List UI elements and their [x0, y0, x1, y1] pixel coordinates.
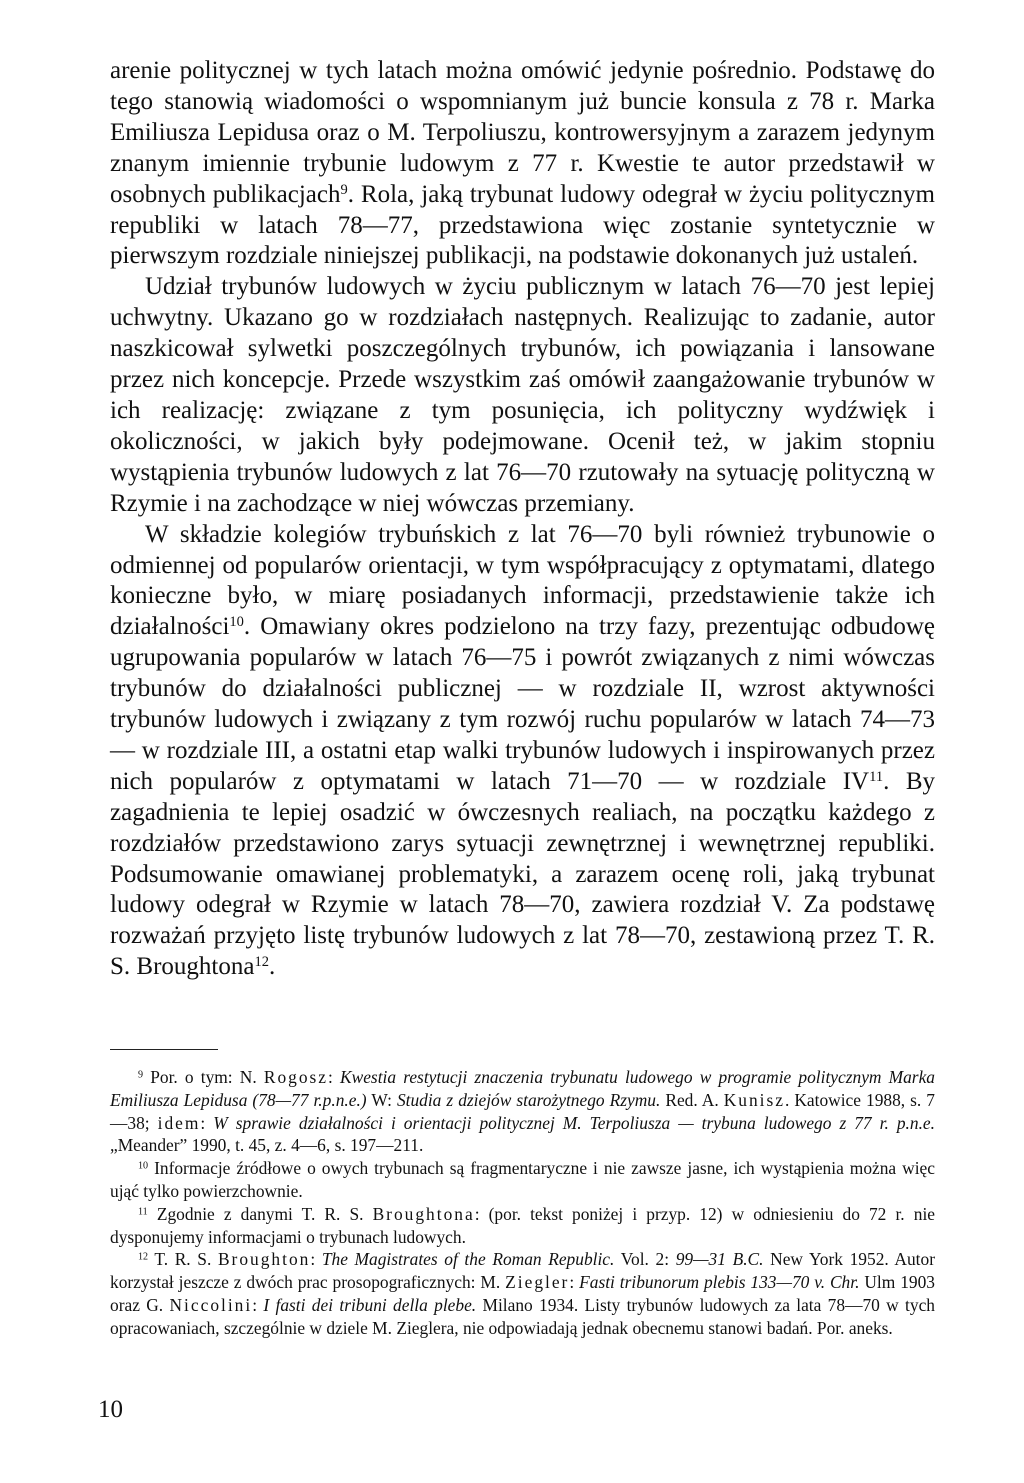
footnote-text: Por. o tym: N.	[143, 1067, 264, 1087]
footnote-text: Red. A.	[660, 1089, 724, 1110]
author-name: idem	[157, 1112, 201, 1133]
footnote-10	[110, 1157, 935, 1203]
paragraph-3-text-d: .	[268, 953, 276, 981]
footnote-ref-9: 9	[340, 181, 348, 198]
footnote-text: : (por. tekst poniżej i przyp. 12) w odniesieniu do 72 r. nie dysponujemy informacjami o trybunach ludowych.	[110, 1203, 935, 1247]
paragraph-3	[110, 520, 935, 984]
footnote-text: :	[252, 1294, 264, 1315]
work-title: 99—31 B.C.	[675, 1249, 764, 1270]
main-text	[110, 56, 935, 983]
author-name: Broughton	[217, 1249, 311, 1270]
footnote-text: Milano 1934. Listy trybunów ludowych za lata 78—70 w tych opracowaniach, szczególnie w dziele M. Zieglera, nie odpowiadają jednak obecnemu stanowi badań. Por. aneks.	[110, 1294, 936, 1338]
footnote-ref-12: 12	[254, 954, 269, 971]
author-name: Broughtona	[372, 1203, 475, 1224]
footnote-text: :	[310, 1249, 322, 1270]
author-name: Kunisz	[723, 1089, 785, 1110]
footnote-text: W:	[366, 1089, 397, 1110]
paragraph-1	[110, 56, 935, 272]
footnote-text: . Katowice 1988, s. 7—38;	[110, 1089, 935, 1133]
footnote-number: 12	[138, 1251, 149, 1263]
paragraph-3-text-c: . By zagadnienia te lepiej osadzić w ówczesnych realiach, na początku każdego z rozdziałów przedstawiono zarys sytuacji zewnętrznej i wewnętrznej republiki. Podsumowanie omawianej problematyki, a zarazem ocenę roli, jaką trybunat ludowy odegrał w Rzymie w latach 78—70, zawiera rozdział V. Za podstawę rozważań przyjęto listę trybunów ludowych z lat 78—70, zestawioną przez T. R. S. Broughtona	[110, 767, 935, 981]
footnote-text: T. R. S.	[148, 1249, 218, 1270]
work-title: I fasti dei tribuni della plebe.	[263, 1294, 477, 1315]
footnote-separator	[110, 1049, 218, 1050]
footnotes	[110, 1066, 935, 1340]
footnote-text: „Meander” 1990, t. 45, z. 4—6, s. 197—211.	[110, 1135, 424, 1156]
paragraph-1-text: arenie politycznej w tych latach można omówić jedynie pośrednio. Podstawę do tego stanowią wiadomości o wspomnianym już buncie konsula z 78 r. Marka Emiliusza Lepidusa oraz o M. Terpoliuszu, kontrowersyjnym a zarazem jedynym znanym imiennie trybunie ludowym z 77 r. Kwestie te autor przedstawił w osobnych publikacjach	[110, 57, 935, 208]
paragraph-3-text-b: . Omawiany okres podzielono na trzy fazy, prezentując odbudowę ugrupowania popularów w latach 76—75 i powrót związanych z nimi wówczas trybunów do działalności publicznej — w rozdziale II, wzrost aktywności trybunów ludowych i związany z tym rozwój ruchu popularów w latach 74—73 — w rozdziale III, a ostatni etap walki trybunów ludowych i inspirowanych przez nich popularów z optymatami w latach 71—70 — w rozdziale IV	[110, 613, 935, 795]
footnote-text: :	[569, 1272, 580, 1293]
work-title: Fasti tribunorum plebis 133—70 v. Chr.	[579, 1272, 860, 1293]
footnote-text: :	[200, 1112, 214, 1133]
page-number: 10	[98, 1396, 123, 1423]
author-name: Ziegler	[505, 1272, 570, 1293]
work-title: W sprawie działalności i orientacji politycznej M. Terpoliusza — trybuna ludowego z 77 r. p.n.e.	[213, 1112, 935, 1133]
footnote-ref-10: 10	[229, 614, 244, 631]
footnote-9	[110, 1066, 935, 1157]
footnote-text: Vol. 2:	[614, 1249, 676, 1270]
footnote-11	[110, 1203, 935, 1249]
footnote-number: 10	[138, 1160, 149, 1172]
footnote-text: :	[328, 1067, 341, 1087]
footnote-text: Zgodnie z danymi T. R. S.	[147, 1203, 373, 1224]
footnote-text: New York 1952. Autor korzystał jeszcze z dwóch prac prosopograficznych: M.	[110, 1249, 935, 1293]
paragraph-3-text-a: W składzie kolegiów trybuńskich z lat 76—70 byli również trybunowie o odmiennej od popularów orientacji, w tym współpracujący z optymatami, dlatego konieczne było, w miarę posiadanych informacji, przedstawienie także ich działalności	[110, 520, 935, 641]
work-title: Studia z dziejów starożytnego Rzymu.	[396, 1089, 661, 1110]
footnote-number: 11	[138, 1206, 148, 1218]
footnote-12	[110, 1248, 935, 1339]
author-name: Niccolini	[169, 1294, 253, 1315]
footnote-text: Informacje źródłowe o owych trybunach są fragmentaryczne i nie zawsze jasne, ich wystąpienia można więc ująć tylko powierzchownie.	[110, 1158, 935, 1201]
work-title: Kwestia restytucji znaczenia trybunatu ludowego w programie politycznym Marka Emiliusza Lepidusa (78—77 r.p.n.e.)	[110, 1067, 935, 1110]
work-title: The Magistrates of the Roman Republic.	[321, 1249, 615, 1270]
footnote-text: Ulm 1903 oraz G.	[110, 1272, 935, 1315]
paragraph-2-text: Udział trybunów ludowych w życiu publicznym w latach 76—70 jest lepiej uchwytny. Ukazano go w rozdziałach następnych. Realizując to zadanie, autor naszkicował sylwetki poszczególnych trybunów, ich powiązania i lansowane przez nich koncepcje. Przede wszystkim zaś omówił zaangażowanie trybunów w ich realizację: związane z tym posunięcia, ich polityczny wydźwięk i okoliczności, w jakich były podejmowane. Ocenił też, w jakim stopniu wystąpienia trybunów ludowych z lat 76—70 rzutowały na sytuację polityczną w Rzymie i na zachodzące w niej wówczas przemiany.	[110, 273, 935, 517]
paragraph-1-tail: . Rola, jaką trybunat ludowy odegrał w życiu politycznym republiki w latach 78—77, przedstawiona więc zostanie syntetycznie w pierwszym rozdziale niniejszej publikacji, na podstawie dokonanych już ustaleń.	[110, 180, 935, 270]
footnote-number: 9	[138, 1069, 144, 1081]
footnote-ref-11: 11	[869, 768, 884, 785]
paragraph-2	[110, 272, 935, 519]
author-name: Rogosz	[263, 1067, 329, 1087]
